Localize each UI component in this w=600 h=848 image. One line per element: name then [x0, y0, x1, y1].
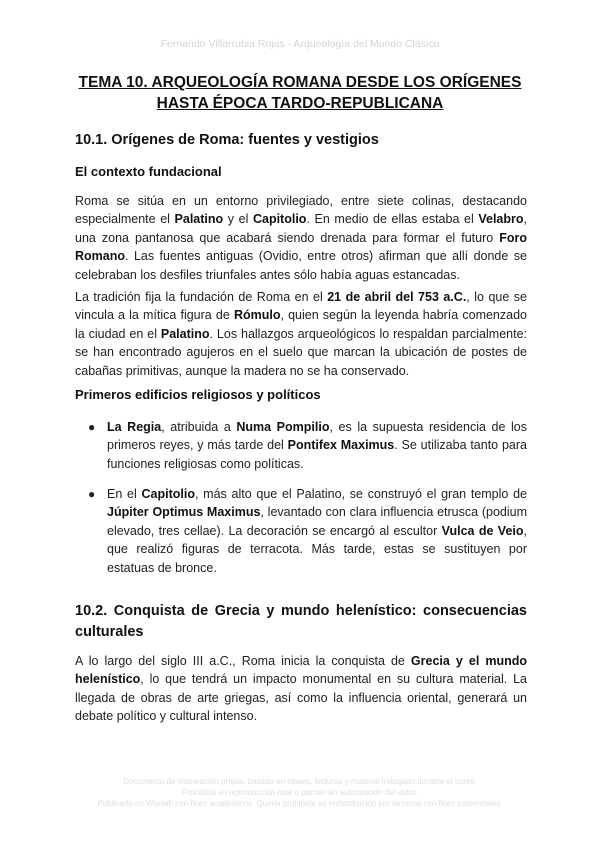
section-1-heading: 10.1. Orígenes de Roma: fuentes y vestigios: [75, 132, 379, 148]
title-line-1: TEMA 10. ARQUEOLOGÍA ROMANA DESDE LOS ORÍGENES: [78, 74, 522, 91]
paragraph-conquista: A lo largo del siglo III a.C., Roma inicia la conquista de Grecia y el mundo helenístico, lo que tendrá un impacto monumental en su cultura material. La llegada de obras de arte griegas, así como la influencia oriental, generará un debate político y cultural intenso.: [75, 654, 527, 724]
footer-line-2: Prohibida su reproducción total o parcial sin autorización del autor.: [182, 788, 418, 797]
subsection-edificios-heading: Primeros edificios religiosos y políticos: [75, 387, 321, 402]
bullet-icon: ●: [88, 487, 96, 501]
title-line-2: HASTA ÉPOCA TARDO-REPUBLICANA: [156, 95, 444, 112]
footer-line-3: Publicado en Wuolah con fines académicos. Queda prohibida su redistribución por terceros con fines comerciales.: [97, 799, 503, 808]
section-2-heading: 10.2. Conquista de Grecia y mundo helenístico: consecuencias culturales: [75, 603, 527, 640]
list-item-regia: ● La Regia, atribuida a Numa Pompilio, es la supuesta residencia de los primeros reyes, y más tarde del Pontifex Maximus. Se utilizaba tanto para funciones religiosas como políticas.: [88, 420, 527, 471]
document-title: [60, 72, 540, 114]
header-watermark: Fernando Villarrubia Rojas - Arqueología del Mundo Clásico: [160, 38, 440, 50]
subsection-contexto-heading: El contexto fundacional: [75, 164, 222, 179]
footer-watermark: [60, 776, 540, 809]
footer-line-1: Documento de elaboración propia, basado en clases, lecturas y material trabajado durante el curso.: [123, 777, 477, 786]
bullet-icon: ●: [88, 420, 96, 434]
paragraph-contexto-1: Roma se sitúa en un entorno privilegiado, entre siete colinas, destacando especialmente el Palatino y el Capitolio. En medio de ellas estaba el Velabro, una zona pantanosa que acabará siendo drenada para formar el futuro Foro Romano. Las fuentes antiguas (Ovidio, entre otros) afirman que allí donde se celebraban los desfiles triunfales antes sólo había aguas estancadas.: [75, 194, 527, 282]
paragraph-contexto-2: La tradición fija la fundación de Roma en el 21 de abril del 753 a.C., lo que se vincula a la mítica figura de Rómulo, quien según la leyenda habría comenzado la ciudad en el Palatino. Los hallazgos arqueológicos lo respaldan parcialmente: se han encontrado agujeros en el suelo que marcan la ubicación de postes de cabañas primitivas, aunque la madera no se ha conservado.: [75, 290, 527, 378]
list-item-capitolio: ● En el Capitolio, más alto que el Palatino, se construyó el gran templo de Júpiter Optimus Maximus, levantado con clara influencia etrusca (podium elevado, tres cellae). La decoración se encargó al escultor Vulca de Veio, que realizó figuras de terracota. Más tarde, estas se sustituyen por estatuas de bronce.: [88, 487, 527, 575]
